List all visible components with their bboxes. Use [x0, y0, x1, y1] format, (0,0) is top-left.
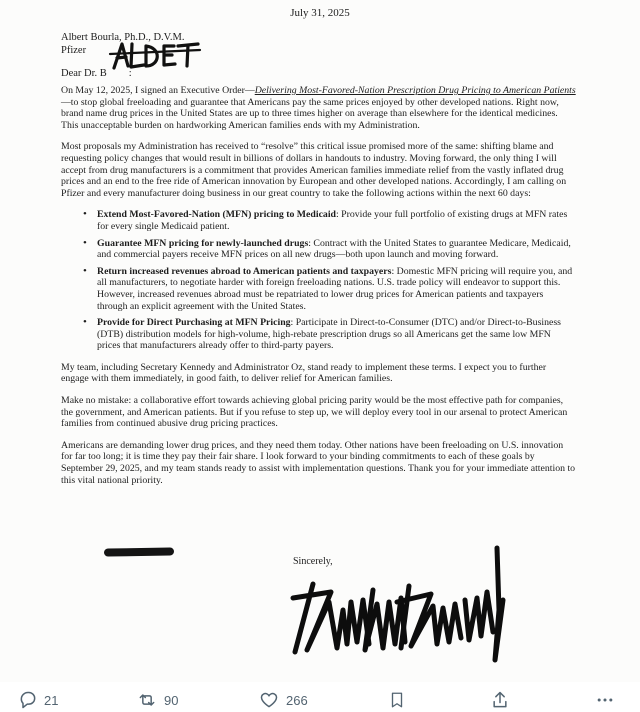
repost-icon [136, 690, 158, 710]
paragraph-1: On May 12, 2025, I signed an Executive Order—Delivering Most-Favored-Nation Prescription Drug Pricing to American Patients—to stop global freeloading and guarantee that Americans pay the same prices enjoyed by other developed nations. Right now, brand name drug prices in the United States are up to three times higher on average than elsewhere for the identical medicines. This unacceptable burden on hardworking American families ends with my Administration. [61, 85, 576, 131]
reply-button[interactable] [18, 690, 58, 710]
like-button[interactable] [258, 690, 308, 710]
bookmark-icon [388, 690, 406, 710]
handwritten-underline-mark [104, 547, 174, 556]
closing: Sincerely, [293, 556, 333, 567]
recipient-org: Pfizer [61, 45, 87, 56]
share-button[interactable] [490, 690, 510, 710]
like-count: 266 [286, 692, 308, 708]
handwritten-name-annotation [108, 38, 204, 72]
action-item: • Provide for Direct Purchasing at MFN Pricing: Participate in Direct-to-Consumer (DTC) and/or Direct-to-Business (DTB) distribution models for high-volume, high-rebate prescription drugs so all Americans get the same low MFN prices that manufacturers already offer to third-party payers. [97, 317, 576, 352]
signature [285, 540, 517, 670]
repost-count: 90 [164, 692, 179, 708]
share-icon [490, 690, 510, 710]
action-list [61, 209, 576, 352]
paragraph-3: My team, including Secretary Kennedy and Administrator Oz, stand ready to implement these terms. I expect you to further engage with them immediately, in good faith, to deliver relief for American families. [61, 361, 547, 385]
reply-icon [18, 690, 38, 710]
bookmark-button[interactable] [388, 690, 406, 710]
paragraph-4: Make no mistake: a collaborative effort towards achieving global pricing parity would be the most effective path for companies, the government, and American patients. But if you refuse to step up, we will deploy every tool in our arsenal to protect American families from continued abusive drug pricing practices. [61, 395, 568, 430]
letter-body [61, 85, 576, 496]
action-item: • Extend Most-Favored-Nation (MFN) pricing to Medicaid: Provide your full portfolio of existing drugs at MFN rates for every single Medicaid patient. [97, 209, 576, 232]
heart-icon [258, 690, 280, 710]
post-action-bar [0, 684, 640, 712]
more-icon [594, 690, 616, 710]
letter-date: July 31, 2025 [290, 7, 350, 19]
repost-button[interactable] [136, 690, 178, 710]
reply-count: 21 [44, 692, 59, 708]
action-item: • Return increased revenues abroad to American patients and taxpayers: Domestic MFN pricing will require you, and all manufacturers, to negotiate harder with foreign freeloading nations. U.S. trade policy will endeavor to support this. However, increased revenues abroad must be repatriated to lower drug prices for American patients and taxpayers through an explicit agreement with the United States. [97, 266, 576, 312]
salutation-tail: : [128, 68, 132, 79]
paragraph-5: Americans are demanding lower drug prices, and they need them today. Other nations have been freeloading on U.S. innovation for far too long; it is time they pay their fair share. I look forward to your binding commitments to each of these goals by September 29, 2025, and my team stands ready to assist with implementation questions. Thank you for your immediate attention to this vital national priority. [61, 439, 576, 486]
more-options-button[interactable] [594, 690, 616, 710]
salutation-text: Dear Dr. B [61, 68, 107, 79]
executive-order-title: Delivering Most-Favored-Nation Prescription Drug Pricing to American Patients [254, 85, 576, 96]
paragraph-2: Most proposals my Administration has received to “resolve” this critical issue promised more of the same: shifting blame and requesting policy changes that would result in billions of dollars in handouts to industry. Moving forward, the only thing I will accept from drug manufacturers is a commitment that provides American families immediate relief from the vastly inflated drug prices and an end to the free ride of American innovation by European and other developed nations. Accordingly, I am calling on Pfizer and every manufacturer doing business in our great country to take the following actions within the next 60 days: [61, 141, 567, 199]
action-item: • Guarantee MFN pricing for newly-launched drugs: Contract with the United States to guarantee Medicare, Medicaid, and commercial payers receive MFN prices on all new drugs—both upon launch and moving forward. [97, 238, 576, 261]
recipient-name: Albert Bourla, Ph.D., D.V.M. [61, 32, 185, 43]
